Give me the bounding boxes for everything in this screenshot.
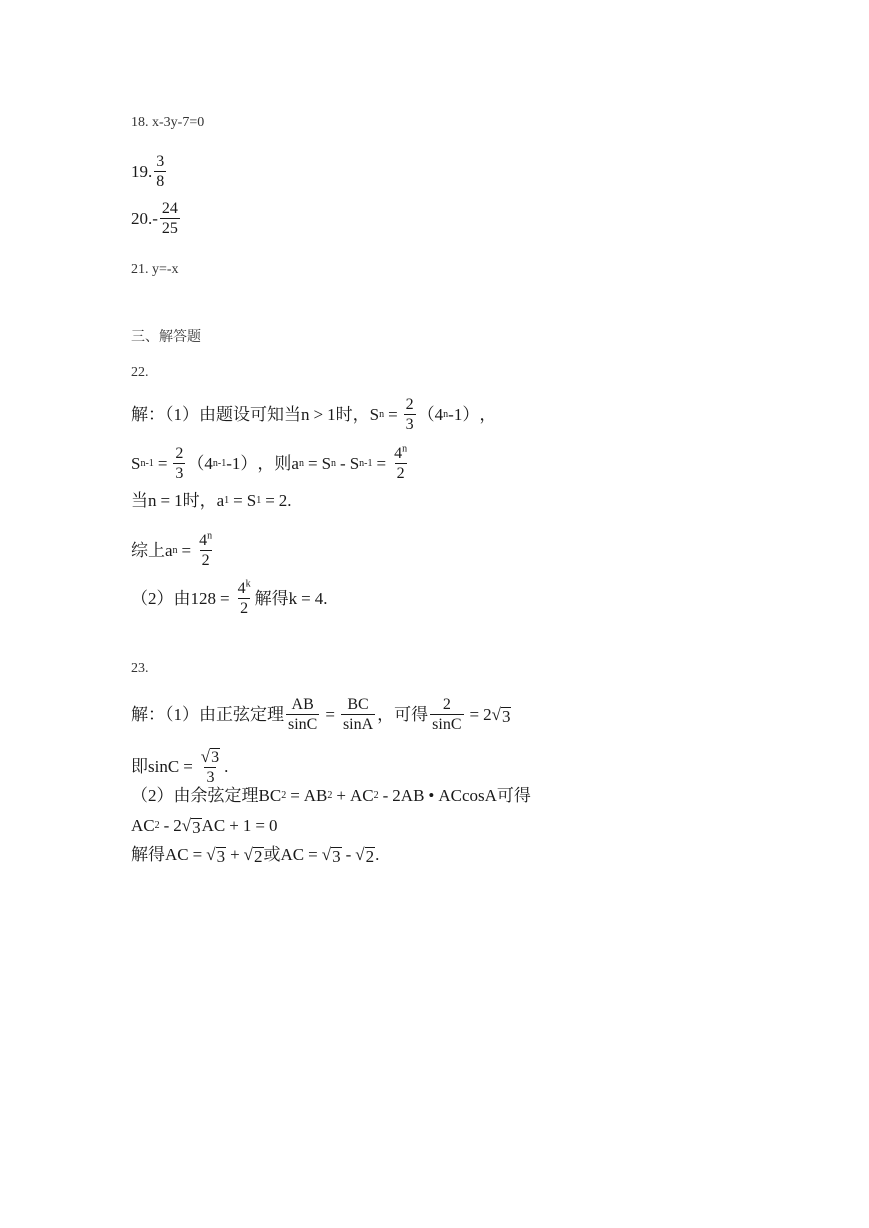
text: （4 xyxy=(187,453,213,473)
text: ，可得 xyxy=(377,704,429,724)
text: 解得k xyxy=(254,588,298,608)
fraction-numerator: BC xyxy=(347,696,369,713)
problem-23-number: 23. xyxy=(131,661,149,676)
problem-22-line-1: 解：（1）由题设可知当n > 1时， S n = $\frac{2}{3}$ （4 n -1） ， xyxy=(131,396,497,433)
square-root xyxy=(492,705,512,725)
radicand: 3 xyxy=(216,847,226,866)
square-root xyxy=(206,845,226,865)
text: 解：（1）由正弦定理 xyxy=(131,704,284,724)
text: AB xyxy=(303,786,328,805)
operator: + xyxy=(229,816,239,835)
text: 4 xyxy=(394,445,403,462)
symbol-s: S xyxy=(131,453,141,473)
fraction xyxy=(392,444,409,483)
operator: - xyxy=(345,845,352,864)
fraction-denominator: 3 xyxy=(206,769,215,786)
fraction-denominator: 2 xyxy=(201,552,210,569)
radicand: 2 xyxy=(254,847,263,866)
square-root xyxy=(322,845,342,865)
text: 2. xyxy=(278,491,292,510)
fraction-numerator xyxy=(197,531,214,550)
text: 1 xyxy=(242,816,252,835)
operator: = xyxy=(181,540,192,560)
answer-20-fraction xyxy=(160,199,180,238)
operator: - xyxy=(163,816,170,835)
text: -1） xyxy=(226,453,258,473)
fraction-numerator: 3 xyxy=(156,153,165,170)
superscript: n xyxy=(402,443,408,455)
operator: = xyxy=(301,588,311,608)
fraction-denominator: 3 xyxy=(175,465,184,482)
problem-22-number: 22. xyxy=(131,365,149,380)
text: （4 xyxy=(417,404,444,424)
operator: = xyxy=(255,816,265,835)
radicand: 3 xyxy=(211,749,220,766)
symbol-s: S xyxy=(369,404,380,424)
answer-18: 18. x-3y-7=0 xyxy=(131,115,205,130)
text: 4 xyxy=(237,580,246,597)
fraction-numerator xyxy=(236,579,253,598)
radicand: 3 xyxy=(332,847,341,866)
operator: = xyxy=(290,786,300,805)
text: 2 xyxy=(483,704,492,724)
fraction-denominator: 3 xyxy=(405,416,414,433)
radical-sign: √ xyxy=(243,845,253,864)
operator: = xyxy=(388,404,398,424)
operator: = xyxy=(192,845,203,864)
radical-sign: √ xyxy=(181,816,192,835)
problem-22-line-4: 综上a n = $\frac{4^n}{2}$ xyxy=(131,530,213,569)
problem-22-line-5 xyxy=(131,579,327,618)
square-root xyxy=(355,845,375,865)
problem-23-line-5 xyxy=(131,845,379,865)
fraction-numerator: 24 xyxy=(161,200,178,217)
operator: = xyxy=(157,453,168,473)
symbol-s: S xyxy=(349,453,360,473)
text: ACcosA可得 xyxy=(438,786,531,805)
radicand: 2 xyxy=(365,847,375,866)
symbol-s: S xyxy=(246,491,257,510)
text: 4 xyxy=(199,532,208,549)
fraction-denominator: sinC xyxy=(432,716,462,733)
radical-sign: √ xyxy=(355,845,365,864)
problem-23-line-4: AC 2 - 2 √ 3 AC + 1 = 0 xyxy=(131,816,278,837)
radical-sign: √ xyxy=(200,747,211,766)
text: 1时，a xyxy=(174,491,225,510)
operator: > xyxy=(313,404,324,424)
operator: = xyxy=(233,491,243,510)
fraction xyxy=(286,695,319,734)
answer-21: 21. y=-x xyxy=(131,262,179,277)
text: 综上a xyxy=(131,540,173,560)
fraction-denominator: 8 xyxy=(156,173,165,190)
operator: = xyxy=(160,491,171,510)
fraction-numerator xyxy=(392,444,409,463)
problem-22-line-3: 当n = 1时，a 1 = S 1 = 2. xyxy=(131,491,292,510)
text: 0 xyxy=(268,816,278,835)
problem-23-line-2 xyxy=(131,747,228,787)
operator: + xyxy=(336,786,346,805)
section-title: 三、解答题 xyxy=(131,330,201,345)
operator: • xyxy=(428,786,435,805)
text: 解：（1）由题设可知当n xyxy=(131,404,310,424)
fraction-denominator: 25 xyxy=(161,220,178,237)
operator: = xyxy=(376,453,387,473)
text: AC xyxy=(131,816,155,835)
operator: = xyxy=(265,491,275,510)
answer-19-label: 19. xyxy=(131,161,153,181)
fraction xyxy=(173,444,185,483)
text: 4. xyxy=(314,588,328,608)
superscript: n xyxy=(207,530,213,542)
radical-sign: √ xyxy=(321,845,332,864)
text: ， xyxy=(479,404,497,424)
text: ，则a xyxy=(257,453,299,473)
problem-22-line-2: S n-1 = $\frac{2}{3}$ （4 n-1 -1） ，则a n = S n - S n-1 = $\frac{4^n}{2}$ xyxy=(131,443,408,482)
fraction-numerator xyxy=(199,747,222,767)
square-root xyxy=(244,845,264,865)
text: 解得AC xyxy=(131,845,189,864)
answer-19 xyxy=(131,152,168,191)
operator: - xyxy=(340,453,346,473)
fraction xyxy=(199,747,222,787)
fraction-numerator: 2 xyxy=(442,696,451,713)
text: 当n xyxy=(131,491,157,510)
fraction xyxy=(236,579,253,618)
problem-23-line-1 xyxy=(131,695,511,734)
square-root xyxy=(182,816,202,836)
text: 2 xyxy=(173,816,182,835)
radical-sign: √ xyxy=(491,704,501,724)
text: （2）由128 xyxy=(131,588,216,608)
operator: + xyxy=(230,845,240,864)
fraction-denominator: sinA xyxy=(342,716,374,733)
text: . xyxy=(375,845,380,864)
problem-23-line-3: （2）由余弦定理BC 2 = AB 2 + AC 2 - 2AB • ACcosA可得 xyxy=(131,786,531,805)
text: -1） xyxy=(448,404,480,424)
operator: = xyxy=(308,845,318,864)
radicand: 3 xyxy=(501,706,511,726)
answer-20-label: 20.- xyxy=(131,208,158,228)
text: . xyxy=(224,757,229,776)
answer-20 xyxy=(131,199,182,238)
fraction-numerator: 2 xyxy=(405,396,414,413)
operator: - xyxy=(382,786,389,805)
fraction-denominator: 2 xyxy=(240,600,249,617)
text: 或AC xyxy=(263,845,305,864)
operator: = xyxy=(220,588,230,608)
square-root xyxy=(201,747,220,766)
radical-sign: √ xyxy=(206,845,216,864)
operator: = xyxy=(325,704,335,724)
text: 2AB xyxy=(392,786,425,805)
operator: = xyxy=(469,704,480,724)
fraction-denominator: 2 xyxy=(396,465,405,482)
text: AC xyxy=(350,786,374,805)
fraction xyxy=(341,695,375,734)
superscript: k xyxy=(245,578,251,590)
fraction-denominator: sinC xyxy=(288,716,318,733)
text: 即sinC xyxy=(131,757,180,776)
answer-19-fraction xyxy=(154,152,166,191)
text: （2）由余弦定理BC xyxy=(131,786,282,805)
text: 1时， xyxy=(327,404,370,424)
fraction-numerator: 2 xyxy=(175,445,184,462)
operator: = xyxy=(307,453,318,473)
symbol-s: S xyxy=(321,453,332,473)
text: AC xyxy=(201,816,226,835)
fraction xyxy=(404,395,416,434)
operator: = xyxy=(183,757,193,776)
radicand: 3 xyxy=(192,818,201,837)
fraction xyxy=(430,695,463,734)
fraction-numerator: AB xyxy=(291,696,314,713)
fraction xyxy=(197,531,214,570)
